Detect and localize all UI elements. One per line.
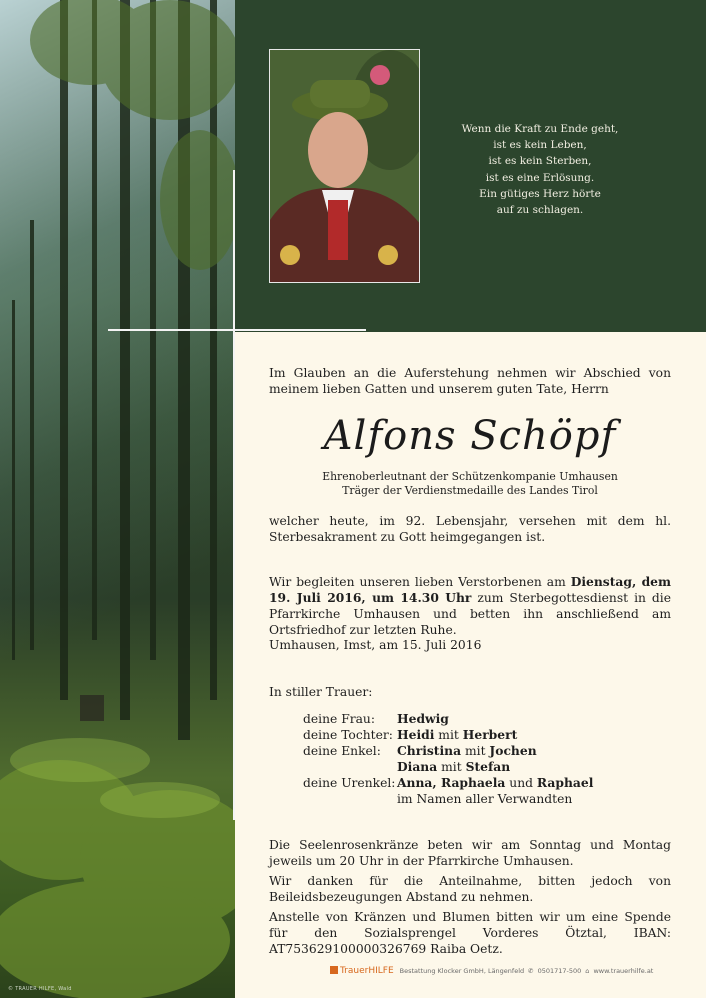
- mourner-role: deine Urenkel:: [303, 776, 396, 790]
- funeral-date: Dienstag, dem 19. Juli 2016, um 14.30 Uhr: [269, 574, 671, 605]
- web-icon: ⌂: [585, 967, 590, 975]
- mourner-row: [303, 743, 537, 759]
- mourner-name: Heidi: [397, 727, 435, 742]
- poem-line: Ein gütiges Herz hörte: [479, 187, 601, 200]
- poem: [455, 121, 625, 218]
- title-line: Ehrenoberleutnant der Schützenkompanie Umhausen: [322, 470, 618, 483]
- mourner-row: [303, 791, 572, 807]
- photo-credit: © TRAUER HILFE, Wald: [8, 986, 72, 992]
- in-mourning-heading: In stiller Trauer:: [269, 685, 373, 699]
- mourner-name: Christina: [397, 743, 462, 758]
- funeral-text: [269, 574, 671, 638]
- mourner-role: deine Enkel:: [303, 744, 381, 758]
- cross-vertical: [233, 170, 235, 820]
- passing-text: welcher heute, im 92. Lebensjahr, versehen mit dem hl. Sterbesakrament zu Gott heimgegangen ist.: [269, 514, 671, 544]
- deceased-name: Alfons Schöpf: [323, 413, 617, 459]
- mourner-row: [303, 727, 517, 743]
- mourner-note: im Namen aller Verwandten: [397, 792, 573, 806]
- mourner-name: Stefan: [465, 759, 511, 774]
- footer-brand: TrauerHILFE: [340, 966, 394, 976]
- thanks-text: Wir danken für die Anteilnahme, bitten jedoch von Beileidsbezeugungen Abstand zu nehmen.: [269, 874, 671, 904]
- titles: [269, 470, 671, 498]
- mourner-name: Jochen: [489, 743, 537, 758]
- mourner-role: deine Frau:: [303, 712, 375, 726]
- poem-line: auf zu schlagen.: [496, 204, 584, 217]
- footer-phone: 0501717-500: [537, 967, 582, 975]
- mourner-connector: und: [505, 776, 537, 790]
- mourner-name: Hedwig: [397, 711, 449, 726]
- mourner-name: Herbert: [462, 727, 518, 742]
- mourner-name: Diana: [397, 759, 438, 774]
- footer: [330, 966, 706, 980]
- title-line: Träger der Verdienstmedaille des Landes Tirol: [342, 484, 598, 497]
- mourner-role: deine Tochter:: [303, 728, 393, 742]
- poem-line: ist es eine Erlösung.: [485, 171, 595, 184]
- mourner-name: Anna, Raphaela: [397, 775, 506, 790]
- footer-web[interactable]: www.trauerhilfe.at: [593, 967, 654, 975]
- poem-line: ist es kein Leben,: [493, 139, 587, 152]
- mourner-connector: mit: [437, 760, 466, 774]
- poem-line: Wenn die Kraft zu Ende geht,: [461, 123, 619, 135]
- footer-company: Bestattung Klocker GmbH, Längenfeld: [399, 967, 525, 975]
- poem-line: ist es kein Sterben,: [488, 155, 592, 168]
- mourner-row: [303, 775, 593, 791]
- mourner-row: [303, 711, 449, 727]
- portrait-illustration: [270, 50, 420, 283]
- mourner-name: Raphael: [536, 775, 594, 790]
- donation-text: Anstelle von Kränzen und Blumen bitten wir um eine Spende für den Sozialsprengel Vorderes Ötztal, IBAN: AT753629100000326769 Raiba Oetz.: [269, 910, 671, 956]
- rosary-text: Die Seelenrosenkränze beten wir am Sonntag und Montag jeweils um 20 Uhr in der Pfarrkirche Umhausen.: [269, 838, 671, 868]
- forest-image: [0, 0, 235, 998]
- mourner-row: [303, 759, 510, 775]
- funeral-text-after: zum Sterbegottesdienst in die Pfarrkirche Umhausen und betten ihn anschließend am Ortsfriedhof zur letzten Ruhe.: [269, 591, 671, 637]
- mourner-connector: mit: [434, 728, 463, 742]
- trauerhilfe-logo-icon: [330, 966, 338, 974]
- phone-icon: ✆: [528, 967, 534, 975]
- mourner-connector: mit: [461, 744, 490, 758]
- place-date: Umhausen, Imst, am 15. Juli 2016: [269, 638, 482, 652]
- funeral-text-before: Wir begleiten unseren lieben Verstorbenen am: [269, 575, 571, 589]
- intro-text: Im Glauben an die Auferstehung nehmen wir Abschied von meinem lieben Gatten und unserem guten Tate, Herrn: [269, 366, 671, 396]
- forest-trees: [0, 0, 235, 998]
- portrait-photo: [269, 49, 420, 283]
- cross-horizontal: [108, 329, 366, 331]
